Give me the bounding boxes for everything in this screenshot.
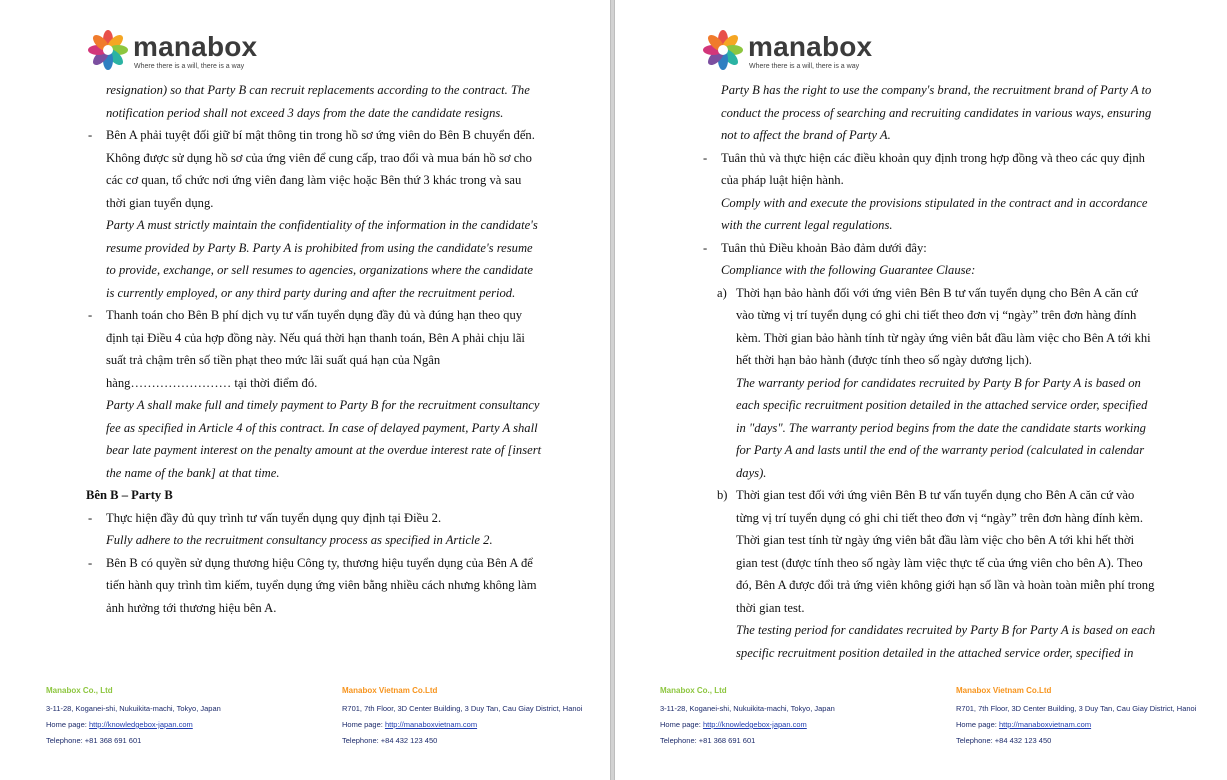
text-line: kèm. Thời gian bảo hành tính từ ngày ứng viên bắt đầu làm việc cho Bên A tới khi <box>736 330 1151 345</box>
bullet-item: - Thực hiện đầy đủ quy trình tư vấn tuyển dụng quy định tại Điều 2. <box>88 510 442 525</box>
footer-homepage: Home page: http://knowledgebox-japan.com <box>660 720 807 729</box>
text-line: Thời gian test tính từ ngày ứng viên bắt đầu làm việc cho bên A tới khi hết thời <box>736 533 1135 547</box>
footer-address: 3-11-28, Koganei-shi, Nukuikita-machi, Tokyo, Japan <box>46 704 221 713</box>
text-line: Party B has the right to use the company's brand, the recruitment brand of Party A to <box>721 83 1152 97</box>
right-page-body <box>701 79 1197 664</box>
text-line: đó, Bên A được đổi trả ứng viên không giới hạn số lần và hoàn toàn miễn phí trong <box>736 578 1155 592</box>
logo-tagline: Where there is a will, there is a way <box>749 63 860 70</box>
footer-company-name: Manabox Co., Ltd <box>660 686 727 695</box>
text-line: Compliance with the following Guarantee Clause: <box>721 263 976 277</box>
text-line: gian test (được tính theo số ngày làm việc thực tế của ứng viên cho bên A). Theo <box>736 555 1143 570</box>
text-line: bear late payment interest on the penalty amount at the overdue interest rate of [insert <box>106 443 542 457</box>
bullet-item: - Tuân thủ Điều khoản Bảo đảm dưới đây: <box>703 240 927 255</box>
text-line: Thời gian test đối với ứng viên Bên B tư vấn tuyển dụng cho Bên A căn cứ vào <box>736 488 1135 502</box>
homepage-link[interactable]: http://manaboxvietnam.com <box>384 720 478 729</box>
text-line: resume provided by Party B. Party A is prohibited from using the candidate's resume <box>106 240 533 255</box>
text-line: not to affect the brand of Party A. <box>721 128 891 142</box>
footer-vietnam <box>956 686 1206 752</box>
text-line: for Party A and lasts until the end of the warranty period (calculated in calendar <box>736 443 1145 457</box>
logo-wordmark: manabox <box>748 31 873 62</box>
text-line: notification period shall not exceed 3 days from the date the candidate resigns. <box>106 105 504 120</box>
manabox-logo <box>701 26 921 72</box>
text-line: conduct the process of searching and recruiting candidates in various ways, ensuring <box>721 105 1152 120</box>
document-page-right <box>615 0 1227 780</box>
bullet-item: - Bên B có quyền sử dụng thương hiệu Công ty, thương hiệu tuyển dụng của Bên A để <box>88 555 533 570</box>
text-line: các cơ quan, tổ chức nơi ứng viên đang làm việc hoặc Bên thứ 3 khác trong và sau <box>106 173 522 187</box>
text-line: the name of the bank] at that time. <box>106 465 280 480</box>
bullet-item: - Tuân thủ và thực hiện các điều khoản quy định trong hợp đồng và theo các quy định <box>703 150 1145 165</box>
text-line: thời gian tuyển dụng. <box>106 195 214 210</box>
text-line: Không được sử dụng hồ sơ của ứng viên để cung cấp, trao đổi và mua bán hồ sơ cho <box>106 150 532 165</box>
text-line: Thời hạn bảo hành đối với ứng viên Bên B tư vấn tuyển dụng cho Bên A căn cứ <box>736 285 1138 300</box>
manabox-logo-icon <box>701 28 745 72</box>
text-line: tiến hành quy trình tìm kiếm, tuyển dụng ứng viên bằng nhiều cách nhưng không làm <box>106 578 537 592</box>
text-line: vào từng vị trí tuyển dụng có ghi chi tiết theo đơn vị “ngày” trên đơn hàng đính <box>736 308 1137 322</box>
text-line: định tại Điều 4 của hợp đồng này. Nếu quá thời hạn thanh toán, Bên A phải chịu lãi <box>106 330 525 345</box>
list-item-a: a) Thời hạn bảo hành đối với ứng viên Bên B tư vấn tuyển dụng cho Bên A căn cứ <box>717 285 1138 300</box>
section-heading: Bên B – Party B <box>86 488 173 502</box>
homepage-link[interactable]: http://knowledgebox-japan.com <box>88 720 193 729</box>
text-line: Bên A phải tuyệt đối giữ bí mật thông tin trong hồ sơ ứng viên do Bên B chuyển đến. <box>106 128 535 142</box>
text-line: từng vị trí tuyển dụng có ghi chi tiết theo đơn vị “ngày” trên đơn hàng đính kèm. <box>736 510 1143 525</box>
text-line: days). <box>736 465 767 480</box>
left-page-body <box>86 79 570 619</box>
homepage-link[interactable]: http://knowledgebox-japan.com <box>702 720 807 729</box>
text-line: to provide, exchange, or sell resumes to agencies, organizations where the candidate <box>106 263 533 277</box>
text-line: Comply with and execute the provisions stipulated in the contract and in accordance <box>721 195 1148 210</box>
footer-vietnam <box>342 686 592 752</box>
footer-telephone: Telephone: +81 368 691 601 <box>46 736 142 745</box>
homepage-link[interactable]: http://manaboxvietnam.com <box>998 720 1092 729</box>
text-line: fee as specified in Article 4 of this contract. In case of delayed payment, Party A shall <box>106 420 538 435</box>
document-page-left <box>0 0 610 780</box>
text-line: của pháp luật hiện hành. <box>721 173 844 187</box>
footer-company-name: Manabox Vietnam Co.Ltd <box>956 686 1052 695</box>
text-line: is currently employed, or any third party during and after the recruitment period. <box>106 285 516 300</box>
text-line: Fully adhere to the recruitment consultancy process as specified in Article 2. <box>106 533 493 547</box>
text-line: Party A must strictly maintain the confidentiality of the information in the candidate's <box>106 218 538 232</box>
text-line: Thực hiện đầy đủ quy trình tư vấn tuyển dụng quy định tại Điều 2. <box>106 510 442 525</box>
logo-wordmark: manabox <box>133 31 258 62</box>
footer-address: 3-11-28, Koganei-shi, Nukuikita-machi, Tokyo, Japan <box>660 704 835 713</box>
footer-company-name: Manabox Vietnam Co.Ltd <box>342 686 438 695</box>
logo-tagline: Where there is a will, there is a way <box>134 63 245 70</box>
text-line: Thanh toán cho Bên B phí dịch vụ tư vấn tuyển dụng đầy đủ và đúng hạn theo quy <box>106 308 523 322</box>
footer-telephone: Telephone: +84 432 123 450 <box>956 736 1052 745</box>
manabox-logo-icon <box>86 28 130 72</box>
text-line: The testing period for candidates recruited by Party B for Party A is based on each <box>736 623 1156 637</box>
footer-telephone: Telephone: +84 432 123 450 <box>342 736 438 745</box>
text-line: thời gian test. <box>736 600 805 615</box>
manabox-logo <box>86 26 306 72</box>
text-line: ảnh hưởng tới thương hiệu bên A. <box>106 600 277 615</box>
text-line: each specific recruitment position detailed in the attached service order, specified <box>736 398 1148 412</box>
bullet-item: - Thanh toán cho Bên B phí dịch vụ tư vấn tuyển dụng đầy đủ và đúng hạn theo quy <box>88 308 523 322</box>
text-line: Party A shall make full and timely payment to Party B for the recruitment consultancy <box>106 398 540 412</box>
text-line: specific recruitment position detailed in the attached service order, specified in <box>736 645 1134 660</box>
text-line: The warranty period for candidates recruited by Party B for Party A is based on <box>736 375 1141 390</box>
footer-telephone: Telephone: +81 368 691 601 <box>660 736 756 745</box>
footer-address: R701, 7th Floor, 3D Center Building, 3 Duy Tan, Cau Giay District, Hanoi <box>342 704 583 713</box>
text-line: Tuân thủ và thực hiện các điều khoản quy định trong hợp đồng và theo các quy định <box>721 150 1145 165</box>
bullet-item: - Bên A phải tuyệt đối giữ bí mật thông tin trong hồ sơ ứng viên do Bên B chuyển đến. <box>88 128 535 142</box>
footer-company-name: Manabox Co., Ltd <box>46 686 113 695</box>
text-line: in "days". The warranty period begins from the date the candidate starts working <box>736 420 1146 435</box>
footer-japan <box>660 686 900 752</box>
text-line: hết thời hạn bảo hành (được tính theo số ngày dương lịch). <box>736 353 1032 367</box>
text-line: Tuân thủ Điều khoản Bảo đảm dưới đây: <box>721 240 927 255</box>
footer-homepage: Home page: http://manaboxvietnam.com <box>956 720 1092 729</box>
footer-japan <box>46 686 286 752</box>
footer-address: R701, 7th Floor, 3D Center Building, 3 Duy Tan, Cau Giay District, Hanoi <box>956 704 1197 713</box>
footer-homepage: Home page: http://knowledgebox-japan.com <box>46 720 193 729</box>
footer-homepage: Home page: http://manaboxvietnam.com <box>342 720 478 729</box>
text-line: Bên B có quyền sử dụng thương hiệu Công ty, thương hiệu tuyển dụng của Bên A để <box>106 555 533 570</box>
text-line: resignation) so that Party B can recruit replacements according to the contract. The <box>106 83 530 97</box>
list-item-b: b) Thời gian test đối với ứng viên Bên B tư vấn tuyển dụng cho Bên A căn cứ vào <box>717 488 1135 502</box>
text-line: hàng…………………… tại thời điểm đó. <box>106 375 318 390</box>
text-line: suất trả chậm trên số tiền phạt theo mức lãi suất quá hạn của Ngân <box>106 353 441 367</box>
text-line: with the current legal regulations. <box>721 218 893 232</box>
